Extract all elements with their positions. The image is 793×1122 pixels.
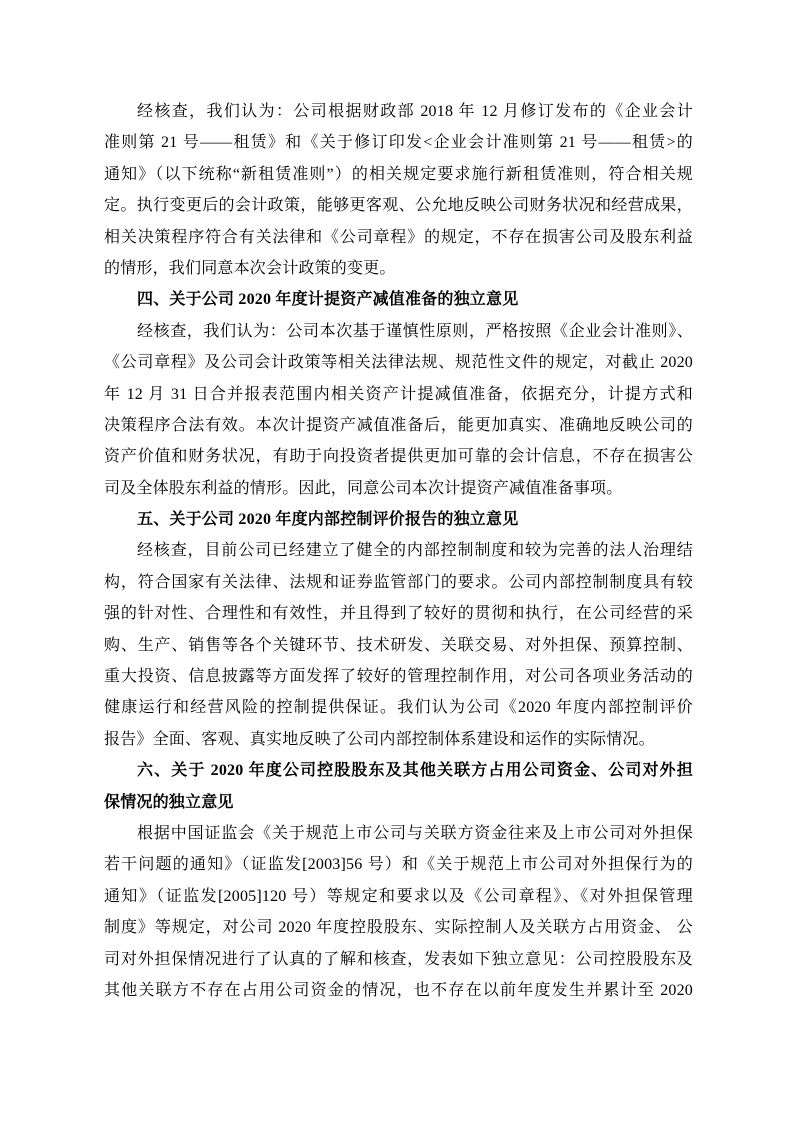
text-line: 司及全体股东利益的情形。因此，同意公司本次计提资产减值准备事项。 [104, 479, 623, 497]
text-line: 《公司章程》及公司会计政策等相关法律法规、规范性文件的规定，对截止 2020 [104, 354, 693, 372]
text-line: 准则第 21 号——租赁》和《关于修订印发<企业会计准则第 21 号——租赁>的 [104, 134, 693, 152]
text-line: 司对外担保情况进行了认真的了解和核查，发表如下独立意见：公司控股股东及 [104, 950, 693, 968]
text-line: 年 12 月 31 日合并报表范围内相关资产计提减值准备，依据充分，计提方式和 [104, 385, 693, 403]
text-line: 根据中国证监会《关于规范上市公司与关联方资金往来及上市公司对外担保 [137, 824, 693, 842]
text-line: 重大投资、信息披露等方面发挥了较好的管理控制作用，对公司各项业务活动的 [104, 668, 693, 686]
text-line: 其他关联方不存在占用公司资金的情况，也不存在以前年度发生并累计至 2020 [104, 981, 693, 999]
text-line: 通知》（证监发[2005]120 号）等规定和要求以及《公司章程》、《对外担保管理 [104, 887, 693, 905]
text-line: 的情形，我们同意本次会计政策的变更。 [104, 259, 396, 277]
text-line: 购、生产、销售等各个关键环节、技术研发、关联交易、对外担保、预算控制、 [104, 636, 693, 654]
text-line: 强的针对性、合理性和有效性，并且得到了较好的贯彻和执行，在公司经营的采 [104, 605, 693, 623]
text-line: 构，符合国家有关法律、法规和证券监管部门的要求。公司内部控制制度具有较 [104, 573, 693, 591]
text-line: 经核查，我们认为：公司根据财政部 2018 年 12 月修订发布的《企业会计 [137, 103, 693, 120]
text-line: 决策程序合法有效。本次计提资产减值准备后，能更加真实、准确地反映公司的 [104, 416, 693, 434]
text-line: 相关决策程序符合有关法律和《公司章程》的规定，不存在损害公司及股东利益 [104, 228, 693, 246]
text-line: 通知》（以下统称“新租赁准则”）的相关规定要求施行新租赁准则，符合相关规 [104, 165, 693, 183]
text-line: 经核查，我们认为：公司本次基于谨慎性原则，严格按照《企业会计准则》、 [137, 322, 693, 340]
text-line: 报告》全面、客观、真实地反映了公司内部控制体系建设和运作的实际情况。 [104, 730, 655, 748]
text-line: 制度》等规定，对公司 2020 年度控股股东、实际控制人及关联方占用资金、 公 [104, 919, 693, 937]
section-heading: 六、关于 2020 年度公司控股股东及其他关联方占用公司资金、公司对外担 [137, 762, 693, 780]
text-line: 若干问题的通知》（证监发[2003]56 号）和《关于规范上市公司对外担保行为的 [104, 856, 693, 874]
text-line: 资产价值和财务状况，有助于向投资者提供更加可靠的会计信息，不存在损害公 [104, 448, 693, 466]
section-heading: 五、关于公司 2020 年度内部控制评价报告的独立意见 [137, 511, 519, 529]
text-line: 定。执行变更后的会计政策，能够更客观、公允地反映公司财务状况和经营成果， [104, 197, 693, 215]
section-heading: 四、关于公司 2020 年度计提资产减值准备的独立意见 [137, 291, 519, 309]
text-line: 经核查，目前公司已经建立了健全的内部控制制度和较为完善的法人治理结 [137, 542, 693, 560]
text-line: 健康运行和经营风险的控制提供保证。我们认为公司《2020 年度内部控制评价 [104, 699, 693, 717]
section-heading: 保情况的独立意见 [104, 793, 234, 811]
